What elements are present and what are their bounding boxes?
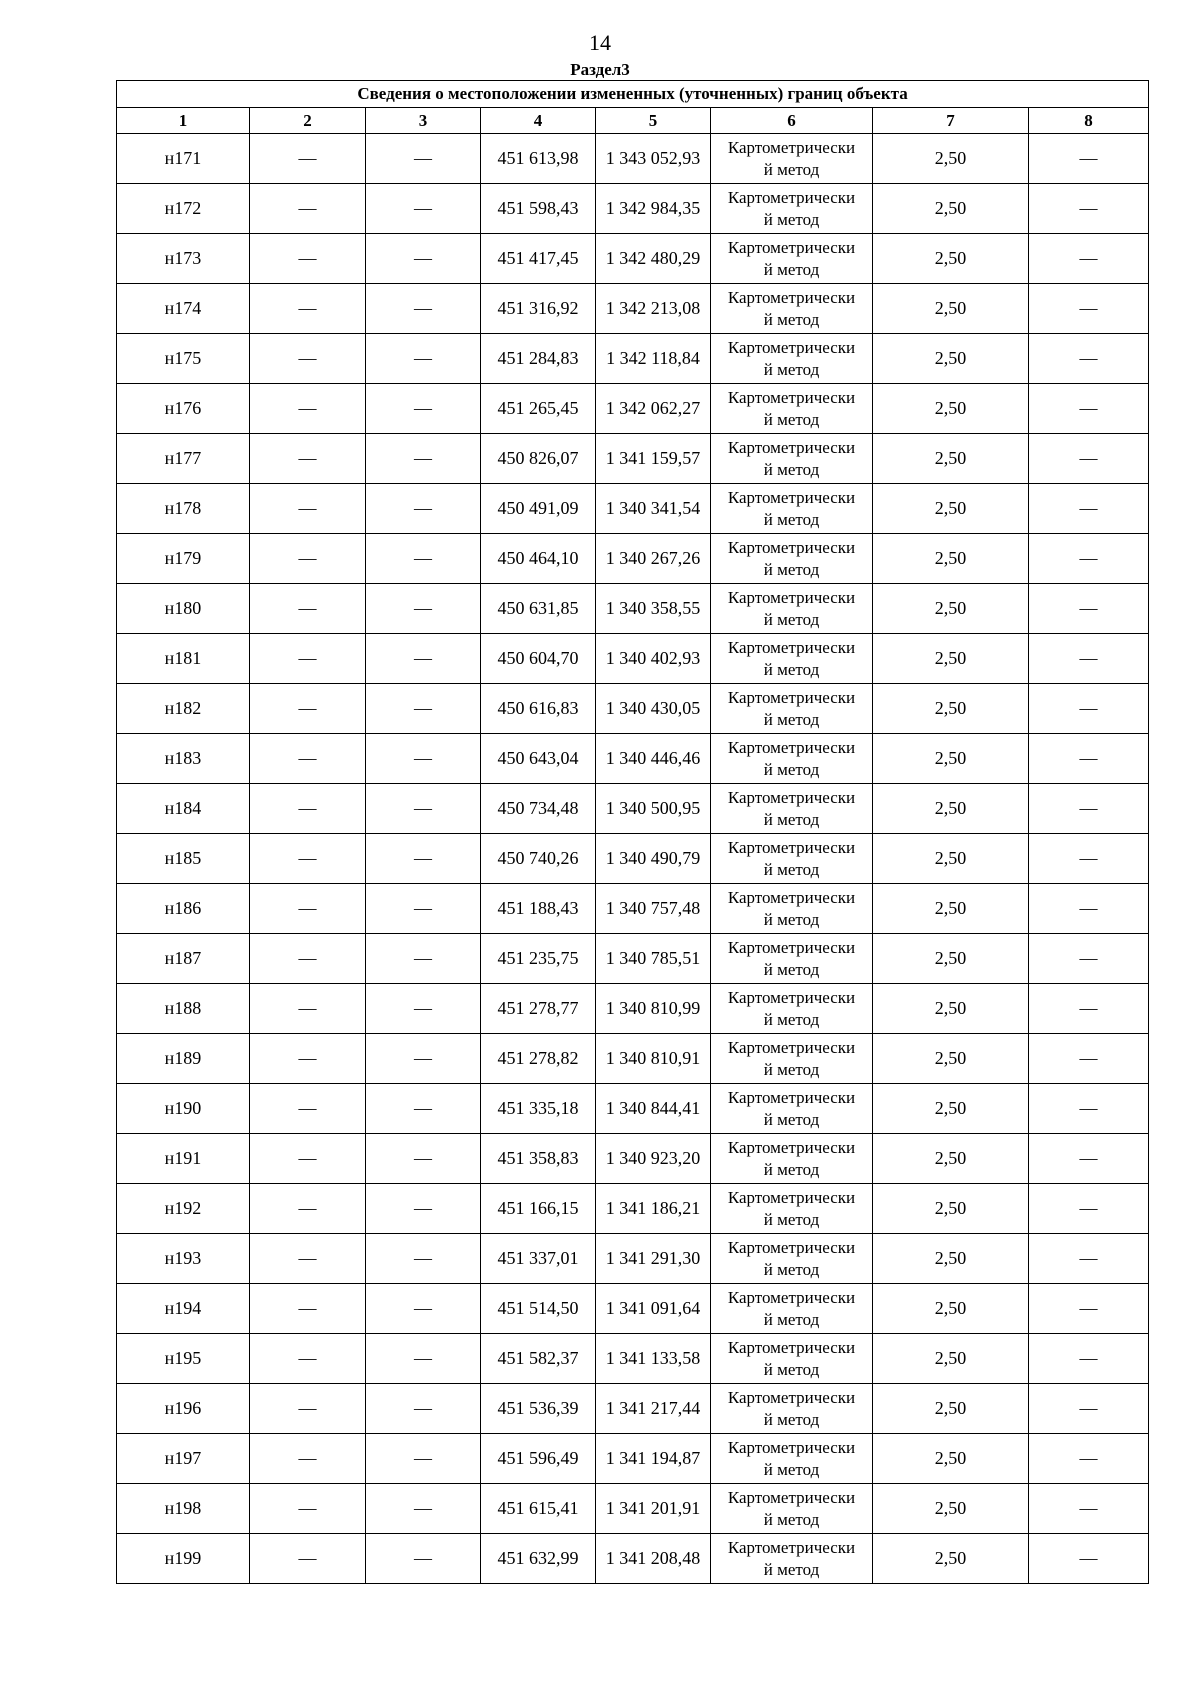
col3-cell: — [366,434,481,484]
y-coordinate-cell: 1 340 430,05 [596,684,711,734]
col2-cell: — [250,134,366,184]
y-coordinate-cell: 1 342 984,35 [596,184,711,234]
x-coordinate-cell: 451 632,99 [481,1534,596,1584]
table-row [117,1134,1149,1184]
accuracy-cell: 2,50 [873,634,1029,684]
x-coordinate-cell: 451 615,41 [481,1484,596,1534]
method-cell: Картометрически й метод [711,1234,873,1284]
col8-cell: — [1029,1284,1149,1334]
table-row [117,1384,1149,1434]
method-cell: Картометрически й метод [711,584,873,634]
table-row [117,1084,1149,1134]
col3-cell: — [366,1134,481,1184]
col3-cell: — [366,584,481,634]
x-coordinate-cell: 451 596,49 [481,1434,596,1484]
coordinates-table [116,80,1149,1584]
col8-cell: — [1029,834,1149,884]
col2-cell: — [250,1434,366,1484]
x-coordinate-cell: 451 358,83 [481,1134,596,1184]
table-row [117,1534,1149,1584]
point-cell: н176 [117,384,250,434]
col3-cell: — [366,884,481,934]
col2-cell: — [250,884,366,934]
col8-cell: — [1029,934,1149,984]
column-header-4: 4 [481,108,596,134]
method-cell: Картометрически й метод [711,384,873,434]
col3-cell: — [366,334,481,384]
col3-cell: — [366,534,481,584]
table-row [117,634,1149,684]
col2-cell: — [250,1134,366,1184]
accuracy-cell: 2,50 [873,784,1029,834]
col8-cell: — [1029,384,1149,434]
point-cell: н194 [117,1284,250,1334]
y-coordinate-cell: 1 340 500,95 [596,784,711,834]
col8-cell: — [1029,334,1149,384]
col3-cell: — [366,784,481,834]
column-header-1: 1 [117,108,250,134]
col8-cell: — [1029,534,1149,584]
method-cell: Картометрически й метод [711,784,873,834]
accuracy-cell: 2,50 [873,1134,1029,1184]
x-coordinate-cell: 450 826,07 [481,434,596,484]
method-cell: Картометрически й метод [711,334,873,384]
method-cell: Картометрически й метод [711,1034,873,1084]
table-row [117,434,1149,484]
table-row [117,1434,1149,1484]
col8-cell: — [1029,1134,1149,1184]
table-row [117,1034,1149,1084]
x-coordinate-cell: 450 491,09 [481,484,596,534]
method-cell: Картометрически й метод [711,1334,873,1384]
y-coordinate-cell: 1 341 291,30 [596,1234,711,1284]
col2-cell: — [250,534,366,584]
x-coordinate-cell: 451 278,77 [481,984,596,1034]
x-coordinate-cell: 451 582,37 [481,1334,596,1384]
col3-cell: — [366,484,481,534]
point-cell: н180 [117,584,250,634]
y-coordinate-cell: 1 340 757,48 [596,884,711,934]
method-cell: Картометрически й метод [711,1384,873,1434]
accuracy-cell: 2,50 [873,134,1029,184]
method-cell: Картометрически й метод [711,984,873,1034]
y-coordinate-cell: 1 340 402,93 [596,634,711,684]
col2-cell: — [250,484,366,534]
col3-cell: — [366,234,481,284]
table-body [117,134,1149,1584]
col3-cell: — [366,1284,481,1334]
x-coordinate-cell: 451 613,98 [481,134,596,184]
col3-cell: — [366,634,481,684]
accuracy-cell: 2,50 [873,334,1029,384]
col8-cell: — [1029,884,1149,934]
col2-cell: — [250,284,366,334]
column-header-8: 8 [1029,108,1149,134]
col8-cell: — [1029,1084,1149,1134]
column-header-6: 6 [711,108,873,134]
y-coordinate-cell: 1 340 923,20 [596,1134,711,1184]
method-cell: Картометрически й метод [711,1134,873,1184]
x-coordinate-cell: 451 284,83 [481,334,596,384]
point-cell: н175 [117,334,250,384]
x-coordinate-cell: 451 536,39 [481,1384,596,1434]
point-cell: н187 [117,934,250,984]
col2-cell: — [250,684,366,734]
col3-cell: — [366,1434,481,1484]
y-coordinate-cell: 1 340 810,99 [596,984,711,1034]
y-coordinate-cell: 1 343 052,93 [596,134,711,184]
y-coordinate-cell: 1 340 267,26 [596,534,711,584]
accuracy-cell: 2,50 [873,734,1029,784]
x-coordinate-cell: 451 166,15 [481,1184,596,1234]
y-coordinate-cell: 1 340 358,55 [596,584,711,634]
method-cell: Картометрически й метод [711,184,873,234]
table-row [117,384,1149,434]
col2-cell: — [250,584,366,634]
accuracy-cell: 2,50 [873,284,1029,334]
col8-cell: — [1029,1184,1149,1234]
x-coordinate-cell: 451 278,82 [481,1034,596,1084]
y-coordinate-cell: 1 342 213,08 [596,284,711,334]
col3-cell: — [366,1384,481,1434]
x-coordinate-cell: 451 235,75 [481,934,596,984]
x-coordinate-cell: 451 335,18 [481,1084,596,1134]
col8-cell: — [1029,1034,1149,1084]
x-coordinate-cell: 451 337,01 [481,1234,596,1284]
col2-cell: — [250,434,366,484]
method-cell: Картометрически й метод [711,484,873,534]
col8-cell: — [1029,484,1149,534]
y-coordinate-cell: 1 340 810,91 [596,1034,711,1084]
y-coordinate-cell: 1 340 341,54 [596,484,711,534]
method-cell: Картометрически й метод [711,1534,873,1584]
point-cell: н181 [117,634,250,684]
y-coordinate-cell: 1 341 133,58 [596,1334,711,1384]
accuracy-cell: 2,50 [873,1234,1029,1284]
point-cell: н186 [117,884,250,934]
col3-cell: — [366,1484,481,1534]
y-coordinate-cell: 1 341 201,91 [596,1484,711,1534]
col8-cell: — [1029,184,1149,234]
method-cell: Картометрически й метод [711,284,873,334]
col2-cell: — [250,384,366,434]
point-cell: н171 [117,134,250,184]
column-header-7: 7 [873,108,1029,134]
accuracy-cell: 2,50 [873,384,1029,434]
col2-cell: — [250,1234,366,1284]
table-row [117,734,1149,784]
table-row [117,1184,1149,1234]
point-cell: н190 [117,1084,250,1134]
col2-cell: — [250,1284,366,1334]
point-cell: н188 [117,984,250,1034]
accuracy-cell: 2,50 [873,234,1029,284]
accuracy-cell: 2,50 [873,1284,1029,1334]
method-cell: Картометрически й метод [711,1484,873,1534]
col8-cell: — [1029,1534,1149,1584]
accuracy-cell: 2,50 [873,884,1029,934]
y-coordinate-cell: 1 340 785,51 [596,934,711,984]
table-row [117,984,1149,1034]
accuracy-cell: 2,50 [873,1484,1029,1534]
col2-cell: — [250,934,366,984]
col3-cell: — [366,984,481,1034]
y-coordinate-cell: 1 341 159,57 [596,434,711,484]
point-cell: н197 [117,1434,250,1484]
method-cell: Картометрически й метод [711,434,873,484]
point-cell: н195 [117,1334,250,1384]
method-cell: Картометрически й метод [711,1284,873,1334]
x-coordinate-cell: 451 417,45 [481,234,596,284]
point-cell: н174 [117,284,250,334]
x-coordinate-cell: 451 188,43 [481,884,596,934]
col2-cell: — [250,184,366,234]
col2-cell: — [250,984,366,1034]
col3-cell: — [366,1334,481,1384]
x-coordinate-cell: 451 514,50 [481,1284,596,1334]
point-cell: н179 [117,534,250,584]
table-row [117,284,1149,334]
method-cell: Картометрически й метод [711,834,873,884]
table-row [117,534,1149,584]
col8-cell: — [1029,134,1149,184]
col2-cell: — [250,834,366,884]
table-row [117,1484,1149,1534]
col8-cell: — [1029,434,1149,484]
accuracy-cell: 2,50 [873,434,1029,484]
method-cell: Картометрически й метод [711,134,873,184]
point-cell: н183 [117,734,250,784]
col8-cell: — [1029,634,1149,684]
point-cell: н196 [117,1384,250,1434]
y-coordinate-cell: 1 342 480,29 [596,234,711,284]
col3-cell: — [366,1534,481,1584]
method-cell: Картометрически й метод [711,934,873,984]
col2-cell: — [250,634,366,684]
accuracy-cell: 2,50 [873,1084,1029,1134]
point-cell: н198 [117,1484,250,1534]
x-coordinate-cell: 450 643,04 [481,734,596,784]
col2-cell: — [250,234,366,284]
accuracy-cell: 2,50 [873,184,1029,234]
accuracy-cell: 2,50 [873,534,1029,584]
col3-cell: — [366,284,481,334]
method-cell: Картометрически й метод [711,1434,873,1484]
col3-cell: — [366,934,481,984]
y-coordinate-cell: 1 341 194,87 [596,1434,711,1484]
point-cell: н177 [117,434,250,484]
table-row [117,134,1149,184]
method-cell: Картометрически й метод [711,534,873,584]
table-row [117,834,1149,884]
col3-cell: — [366,684,481,734]
point-cell: н172 [117,184,250,234]
accuracy-cell: 2,50 [873,984,1029,1034]
y-coordinate-cell: 1 342 118,84 [596,334,711,384]
table-row [117,684,1149,734]
col8-cell: — [1029,984,1149,1034]
y-coordinate-cell: 1 340 490,79 [596,834,711,884]
method-cell: Картометрически й метод [711,734,873,784]
method-cell: Картометрически й метод [711,1184,873,1234]
col8-cell: — [1029,1234,1149,1284]
col2-cell: — [250,334,366,384]
col2-cell: — [250,734,366,784]
table-row [117,1234,1149,1284]
y-coordinate-cell: 1 340 844,41 [596,1084,711,1134]
method-cell: Картометрически й метод [711,1084,873,1134]
point-cell: н184 [117,784,250,834]
column-header-5: 5 [596,108,711,134]
page-number: 14 [589,30,611,55]
x-coordinate-cell: 450 734,48 [481,784,596,834]
col2-cell: — [250,1534,366,1584]
column-header-3: 3 [366,108,481,134]
table-row [117,234,1149,284]
col8-cell: — [1029,1434,1149,1484]
col8-cell: — [1029,234,1149,284]
accuracy-cell: 2,50 [873,1184,1029,1234]
y-coordinate-cell: 1 340 446,46 [596,734,711,784]
table-row [117,334,1149,384]
point-cell: н199 [117,1534,250,1584]
x-coordinate-cell: 451 598,43 [481,184,596,234]
x-coordinate-cell: 450 464,10 [481,534,596,584]
y-coordinate-cell: 1 342 062,27 [596,384,711,434]
point-cell: н191 [117,1134,250,1184]
x-coordinate-cell: 451 265,45 [481,384,596,434]
col8-cell: — [1029,1334,1149,1384]
table-row [117,934,1149,984]
col8-cell: — [1029,734,1149,784]
section-title: Раздел3 [570,60,630,79]
col2-cell: — [250,1334,366,1384]
table-row [117,184,1149,234]
accuracy-cell: 2,50 [873,484,1029,534]
col3-cell: — [366,1184,481,1234]
col8-cell: — [1029,1484,1149,1534]
point-cell: н192 [117,1184,250,1234]
col2-cell: — [250,1084,366,1134]
col8-cell: — [1029,584,1149,634]
col8-cell: — [1029,684,1149,734]
point-cell: н182 [117,684,250,734]
y-coordinate-cell: 1 341 186,21 [596,1184,711,1234]
x-coordinate-cell: 450 604,70 [481,634,596,684]
x-coordinate-cell: 450 631,85 [481,584,596,634]
col3-cell: — [366,384,481,434]
col3-cell: — [366,134,481,184]
accuracy-cell: 2,50 [873,684,1029,734]
y-coordinate-cell: 1 341 217,44 [596,1384,711,1434]
accuracy-cell: 2,50 [873,1434,1029,1484]
accuracy-cell: 2,50 [873,834,1029,884]
method-cell: Картометрически й метод [711,884,873,934]
x-coordinate-cell: 451 316,92 [481,284,596,334]
table-row [117,1284,1149,1334]
table-caption-row [117,81,1149,108]
y-coordinate-cell: 1 341 208,48 [596,1534,711,1584]
col8-cell: — [1029,284,1149,334]
accuracy-cell: 2,50 [873,1384,1029,1434]
y-coordinate-cell: 1 341 091,64 [596,1284,711,1334]
col8-cell: — [1029,1384,1149,1434]
column-header-2: 2 [250,108,366,134]
table-row [117,784,1149,834]
col2-cell: — [250,1184,366,1234]
accuracy-cell: 2,50 [873,1034,1029,1084]
table-row [117,484,1149,534]
method-cell: Картометрически й метод [711,234,873,284]
table-row [117,884,1149,934]
col3-cell: — [366,1034,481,1084]
column-header-row [117,108,1149,134]
accuracy-cell: 2,50 [873,1334,1029,1384]
table-caption: Сведения о местоположении измененных (уточненных) границ объекта [117,81,1149,108]
col2-cell: — [250,1384,366,1434]
col2-cell: — [250,1484,366,1534]
accuracy-cell: 2,50 [873,584,1029,634]
col3-cell: — [366,834,481,884]
col3-cell: — [366,1234,481,1284]
point-cell: н185 [117,834,250,884]
col2-cell: — [250,784,366,834]
x-coordinate-cell: 450 616,83 [481,684,596,734]
table-row [117,1334,1149,1384]
col2-cell: — [250,1034,366,1084]
col3-cell: — [366,1084,481,1134]
method-cell: Картометрически й метод [711,634,873,684]
table-row [117,584,1149,634]
point-cell: н189 [117,1034,250,1084]
col3-cell: — [366,184,481,234]
point-cell: н178 [117,484,250,534]
x-coordinate-cell: 450 740,26 [481,834,596,884]
point-cell: н173 [117,234,250,284]
col3-cell: — [366,734,481,784]
accuracy-cell: 2,50 [873,1534,1029,1584]
point-cell: н193 [117,1234,250,1284]
col8-cell: — [1029,784,1149,834]
method-cell: Картометрически й метод [711,684,873,734]
accuracy-cell: 2,50 [873,934,1029,984]
